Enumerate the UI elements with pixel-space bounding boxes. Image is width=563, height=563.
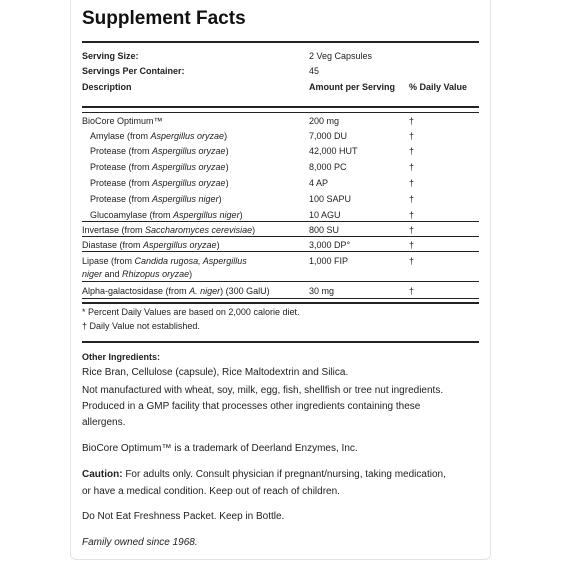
other-ingredients-label: Other Ingredients: — [82, 352, 161, 362]
ingredient-amount: 3,000 DP° — [309, 240, 351, 250]
allergen-line: Not manufactured with wheat, soy, milk, egg, fish, shellfish or tree nut ingredients. — [82, 385, 444, 396]
ingredient-source-italic: Candida rugosa, Aspergillus — [134, 256, 247, 266]
ingredient-source-italic: niger — [82, 269, 103, 279]
ingredient-source-italic: Aspergillus niger — [173, 210, 240, 220]
dv-not-established-note: † Daily Value not established. — [82, 321, 200, 331]
ingredient-text: Protease (from — [90, 162, 153, 172]
caution-line2: or have a medical condition. Keep out of reach of children. — [82, 486, 340, 497]
ingredient-name — [82, 225, 255, 236]
ingredient-dv: † — [409, 210, 415, 220]
ingredient-amount: 200 mg — [309, 116, 340, 126]
gmp-line: Produced in a GMP facility that processes other ingredients containing these — [82, 401, 421, 412]
ingredient-text: ) — [189, 269, 193, 279]
ingredient-source-italic: Rhizopus oryzae — [122, 269, 190, 279]
freshness-note: Do Not Eat Freshness Packet. Keep in Bottle. — [82, 511, 285, 522]
gmp-line-2: allergens. — [82, 417, 126, 428]
ingredient-text: ) — [225, 178, 229, 188]
notes-rule — [82, 302, 479, 304]
serving-size-value: 2 Veg Capsules — [309, 51, 373, 61]
ingredient-text: BioCore Optimum™ — [82, 116, 163, 126]
ingredient-text: ) — [252, 225, 256, 235]
ingredient-text: ) (300 GalU) — [220, 286, 270, 296]
ingredient-name — [90, 131, 227, 142]
ingredient-text: ) — [225, 146, 229, 156]
other-rule — [82, 341, 479, 343]
page-title: Supplement Facts — [82, 8, 246, 29]
other-ingredients-line1: Rice Bran, Cellulose (capsule), Rice Maltodextrin and Silica. — [82, 367, 349, 378]
ingredient-source-italic: Aspergillus oryzae — [152, 178, 226, 188]
ingredient-dv: † — [409, 194, 415, 204]
caution-text: For adults only. Consult physician if pregnant/nursing, taking medication, — [122, 469, 446, 480]
title-rule — [82, 41, 479, 43]
ingredient-dv: † — [409, 178, 415, 188]
ingredient-text: ) — [218, 194, 222, 204]
ingredient-name — [90, 162, 229, 173]
ingredient-amount: 30 mg — [309, 286, 335, 296]
ingredient-name — [82, 240, 220, 251]
ingredient-amount: 100 SAPU — [309, 194, 352, 204]
ingredient-name — [90, 210, 243, 221]
ingredient-text: Diastase (from — [82, 240, 144, 250]
ingredient-dv: † — [409, 116, 415, 126]
ingredient-source-italic: A. niger — [189, 286, 221, 296]
ingredient-source-italic: Aspergillus oryzae — [152, 146, 226, 156]
ingredient-text: ) — [216, 240, 220, 250]
row-divider — [82, 112, 479, 113]
ingredient-dv: † — [409, 146, 415, 156]
ingredient-amount: 8,000 PC — [309, 162, 347, 172]
amount-header: Amount per Serving — [309, 82, 396, 92]
row-divider — [82, 251, 479, 252]
ingredient-text: Protease (from — [90, 178, 153, 188]
ingredient-dv: † — [409, 240, 415, 250]
serving-size-label: Serving Size: — [82, 51, 139, 61]
ingredient-amount: 800 SU — [309, 225, 340, 235]
family-owned-note: Family owned since 1968. — [82, 537, 198, 548]
percent-note: * Percent Daily Values are based on 2,000 calorie diet. — [82, 307, 300, 317]
row-divider — [82, 221, 479, 222]
ingredient-name — [82, 116, 163, 127]
row-divider — [82, 281, 479, 282]
ingredient-amount: 42,000 HUT — [309, 146, 358, 156]
ingredient-text: Protease (from — [90, 146, 153, 156]
row-divider — [82, 236, 479, 237]
ingredient-dv: † — [409, 225, 415, 235]
ingredient-source-italic: Aspergillus oryzae — [152, 162, 226, 172]
ingredient-name — [82, 256, 247, 267]
trademark-note: BioCore Optimum™ is a trademark of Deerland Enzymes, Inc. — [82, 443, 358, 454]
ingredient-text: Alpha-galactosidase (from — [82, 286, 190, 296]
ingredient-dv: † — [409, 256, 415, 266]
ingredient-dv: † — [409, 131, 415, 141]
header-rule — [82, 106, 479, 108]
ingredient-text: Lipase (from — [82, 256, 135, 266]
row-divider — [82, 298, 479, 299]
ingredient-text: ) — [239, 210, 243, 220]
ingredient-name — [82, 269, 192, 280]
ingredient-text: and — [102, 269, 123, 279]
caution-label: Caution: — [82, 469, 123, 480]
description-header: Description — [82, 82, 132, 92]
servings-per-container-value: 45 — [309, 66, 320, 76]
ingredient-amount: 10 AGU — [309, 210, 341, 220]
ingredient-amount: 1,000 FIP — [309, 256, 349, 266]
ingredient-dv: † — [409, 162, 415, 172]
ingredient-text: Invertase (from — [82, 225, 146, 235]
dv-header: % Daily Value — [409, 82, 468, 92]
ingredient-text: Glucoamylase (from — [90, 210, 174, 220]
ingredient-amount: 4 AP — [309, 178, 329, 188]
ingredient-source-italic: Saccharomyces cerevisiae — [145, 225, 253, 235]
ingredient-name — [90, 194, 222, 205]
ingredient-source-italic: Aspergillus oryzae — [143, 240, 217, 250]
ingredient-name — [90, 146, 229, 157]
servings-per-container-label: Servings Per Container: — [82, 66, 185, 76]
ingredient-text: Amylase (from — [90, 131, 151, 141]
ingredient-text: Protease (from — [90, 194, 153, 204]
caution-line1 — [82, 468, 446, 481]
ingredient-text: ) — [224, 131, 228, 141]
ingredient-text: ) — [225, 162, 229, 172]
ingredient-name — [82, 286, 270, 297]
ingredient-source-italic: Aspergillus niger — [152, 194, 219, 204]
ingredient-name — [90, 178, 229, 189]
ingredient-amount: 7,000 DU — [309, 131, 348, 141]
ingredient-dv: † — [409, 286, 415, 296]
ingredient-source-italic: Aspergillus oryzae — [150, 131, 225, 141]
